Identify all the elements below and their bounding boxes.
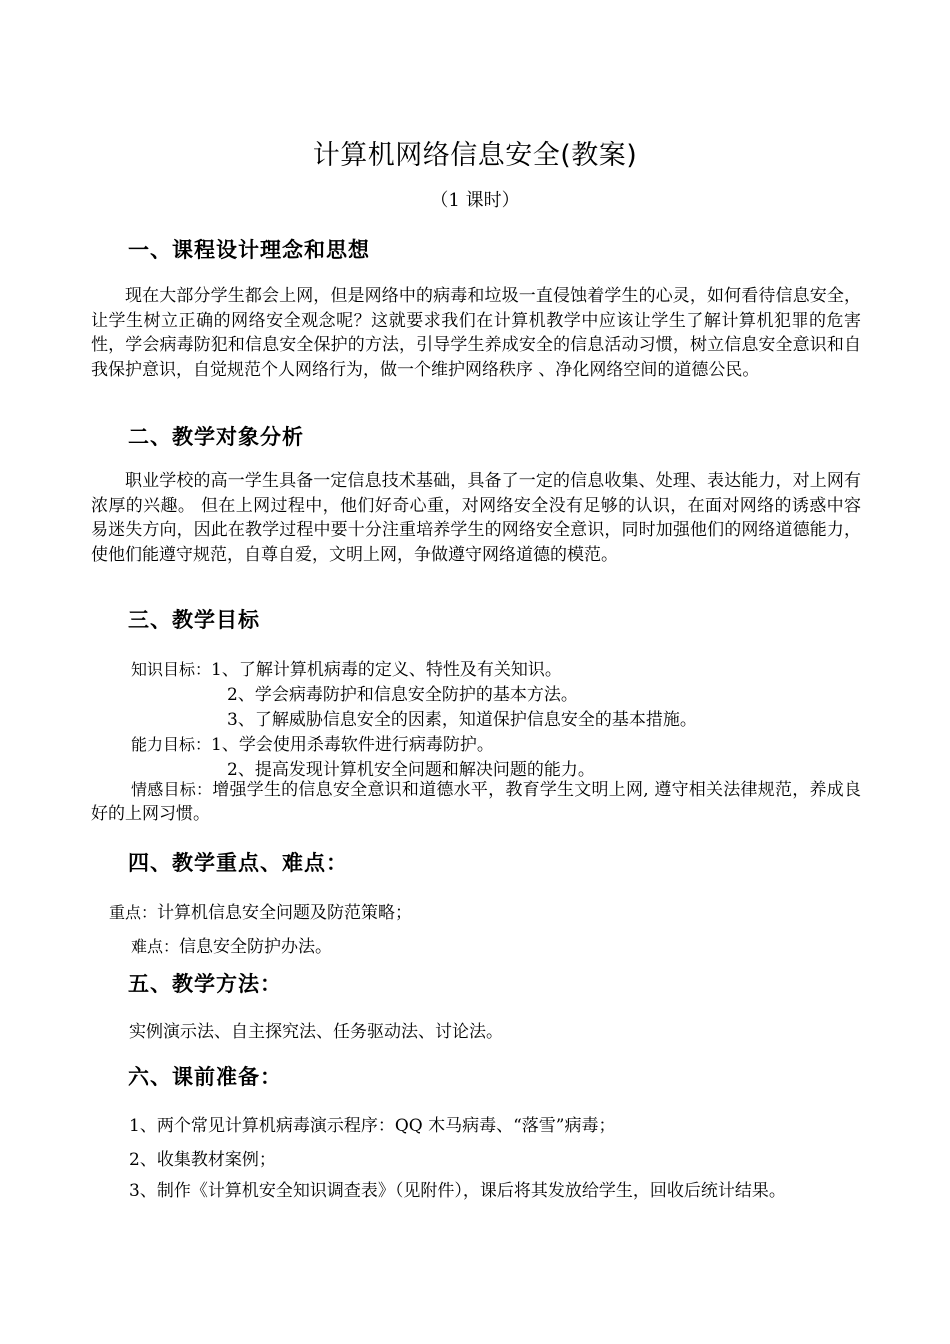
- section-paragraph-1: 现在大部分学生都会上网，但是网络中的病毒和垃圾一直侵蚀着学生的心灵，如何看待信息安全，让学生树立正确的网络安全观念呢？这就要求我们在计算机教学中应该让学生了解计算机犯罪的危害性，学会病毒防犯和信息安全保护的方法，引导学生养成安全的信息活动习惯，树立信息安全意识和自我保护意识，自觉规范个人网络行为，做一个维护网络秩序 、净化网络空间的道德公民。: [91, 286, 861, 380]
- ability-goal-1: [131, 730, 494, 755]
- difficult-point-label: 难点：: [131, 937, 180, 956]
- section-heading-2: 二、教学对象分析: [128, 425, 304, 449]
- key-point-label: 重点：: [109, 903, 158, 922]
- prep-item-1: 1、两个常见计算机病毒演示程序：QQ 木马病毒、“落雪”病毒；: [129, 1116, 616, 1136]
- document-subtitle: （1 课时）: [430, 190, 520, 211]
- teaching-methods: 实例演示法、自主探究法、任务驱动法、讨论法。: [129, 1022, 503, 1042]
- knowledge-goal-label: 知识目标：: [131, 660, 212, 679]
- ability-goal-label: 能力目标：: [131, 735, 212, 754]
- difficult-point: [131, 932, 332, 957]
- knowledge-goal-3: 3、了解威胁信息安全的因素，知道保护信息安全的基本措施。: [227, 710, 697, 730]
- knowledge-goal-1: [131, 655, 562, 680]
- prep-item-2: 2、收集教材案例；: [129, 1150, 276, 1170]
- knowledge-goal-2: 2、学会病毒防护和信息安全防护的基本方法。: [227, 685, 578, 705]
- section-heading-6: 六、课前准备：: [128, 1065, 282, 1089]
- emotion-goal: [91, 778, 861, 826]
- emotion-goal-label: 情感目标：: [131, 780, 213, 799]
- section-heading-5: 五、教学方法：: [128, 972, 282, 996]
- ability-goal-2: 2、提高发现计算机安全问题和解决问题的能力。: [227, 760, 595, 780]
- ability-goal-text: 1、学会使用杀毒软件进行病毒防护。: [211, 735, 494, 755]
- section-heading-3: 三、教学目标: [128, 608, 260, 632]
- section-paragraph-2: 职业学校的高一学生具备一定信息技术基础，具备了一定的信息收集、处理、表达能力，对上网有浓厚的兴趣。 但在上网过程中，他们好奇心重，对网络安全没有足够的认识，在面对网络的诱惑中容易迷失方向，因此在教学过程中要十分注重培养学生的网络安全意识，同时加强他们的网络道德能力，使他们能遵守规范，自尊自爱，文明上网，争做遵守网络道德的模范。: [91, 471, 861, 565]
- section-heading-1: 一、课程设计理念和思想: [128, 238, 370, 262]
- prep-item-3: 3、制作《计算机安全知识调查表》（见附件），课后将其发放给学生，回收后统计结果。: [129, 1181, 786, 1201]
- knowledge-goal-text: 1、了解计算机病毒的定义、特性及有关知识。: [211, 660, 562, 680]
- key-point: [109, 898, 412, 923]
- difficult-point-text: 信息安全防护办法。: [179, 937, 333, 957]
- key-point-text: 计算机信息安全问题及防范策略；: [157, 903, 413, 923]
- document-title: 计算机网络信息安全(教案): [312, 140, 638, 171]
- emotion-goal-text: 增强学生的信息安全意识和道德水平，教育学生文明上网, 遵守相关法律规范，养成良好的上网习惯。: [91, 780, 861, 824]
- section-heading-4: 四、教学重点、难点：: [128, 851, 348, 875]
